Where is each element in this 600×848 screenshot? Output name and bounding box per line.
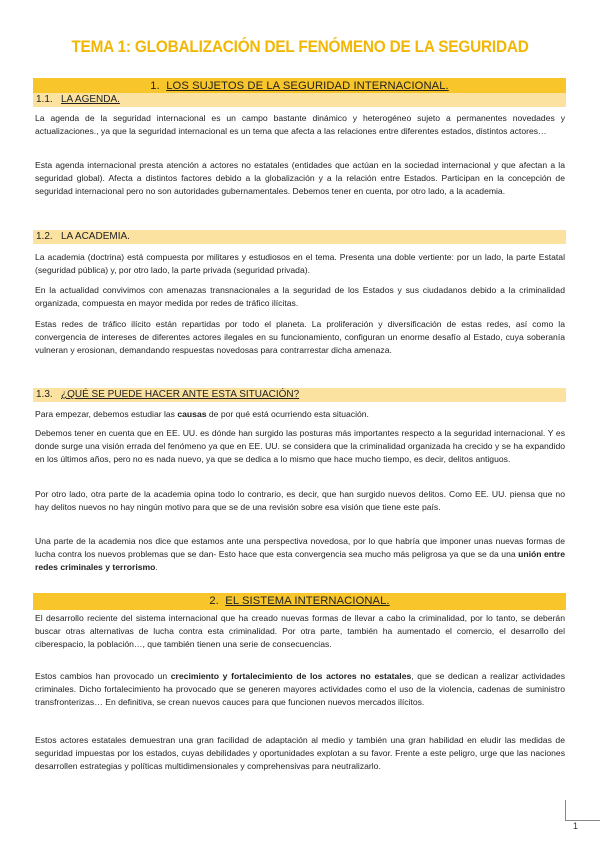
subsection-1-2-heading	[33, 230, 566, 244]
paragraph: La academia (doctrina) está compuesta por militares y estudiosos en el tema. Presenta una doble vertiente: por un lado, la parte Estatal (seguridad pública) y, por otro lado, la parte privada (seguridad privada).	[35, 252, 565, 275]
paragraph	[35, 670, 565, 709]
paragraph: Estas redes de tráfico ilícito están repartidas por todo el planeta. La proliferación y diversificación de estas redes, así como la convergencia de intereses de diferentes actores ilegales en su funcionamiento, configuran un enorme desafío al Estado, cuya soberanía vulneran y erosionan, demandando respuestas novedosas para contrarrestar dicha amenaza.	[35, 319, 565, 355]
paragraph: Estos actores estatales demuestran una gran facilidad de adaptación al medio y también una gran habilidad en eludir las medidas de seguridad impuestas por los estados, cuyas debilidades y oportunidades explotan a su favor. Frente a este peligro, urge que las naciones desarrollen estrategias y políticas multidimensionales y comprehensivas para neutralizarlo.	[35, 735, 565, 771]
paragraph: La agenda de la seguridad internacional es un campo bastante dinámico y heterogéneo sujeto a permanentes novedades y actualizaciones., ya que la seguridad internacional es un tema que afecta a las relaciones entre diferentes estados, distintos actores…	[35, 113, 565, 136]
subsection-1-3-number: 1.3.	[36, 389, 53, 400]
section-1-title: LOS SUJETOS DE LA SEGURIDAD INTERNACIONAL.	[166, 80, 449, 92]
paragraph: El desarrollo reciente del sistema internacional que ha creado nuevas formas de llevar a cabo la criminalidad, por lo tanto, se deberán buscar otras alternativas de lucha contra esta criminalidad. Por otra parte, también ha aumentado el comercio, el desarrollo del ciberespacio, la población…, que también tienen una serie de consecuencias.	[35, 613, 565, 649]
subsection-1-2-number: 1.2.	[36, 231, 53, 242]
page-number: 1	[572, 821, 578, 831]
text-run: Para empezar, debemos estudiar las	[35, 409, 178, 419]
subsection-1-3-title: ¿QUÉ SE PUEDE HACER ANTE ESTA SITUACIÓN?	[61, 389, 300, 400]
section-2-title: EL SISTEMA INTERNACIONAL.	[225, 595, 390, 607]
text-run: Estos cambios han provocado un	[35, 671, 171, 681]
footer-divider	[565, 820, 600, 821]
section-1-number: 1.	[150, 80, 160, 92]
document-title: TEMA 1: GLOBALIZACIÓN DEL FENÓMENO DE LA SEGURIDAD	[71, 38, 529, 56]
text-run: , que se dedican a realizar actividades criminales. Dicho fortalecimiento ha provocado que se generen mayores actividades como el uso de la violencia, cadenas de suministro transfronterizas… En definitiva, se crean nuevos cauces para que funcionen nuevos mercados ilícitos.	[35, 671, 565, 707]
subsection-1-3-heading	[33, 388, 566, 402]
text-run: de por qué está ocurriendo esta situación.	[206, 409, 369, 419]
paragraph: Debemos tener en cuenta que en EE. UU. es dónde han surgido las posturas más importantes respecto a la seguridad internacional. Y es donde surge una visión errada del fenómeno ya que en EE. UU. se considera que la criminalidad organizada ha crecido y se ha expandido en los últimos años, pero no es nada nuevo, ya que se dedica a lo mismo que hace mucho tiempo, es decir, delitos antiguos.	[35, 428, 565, 464]
text-run: .	[155, 562, 158, 572]
paragraph: Esta agenda internacional presta atención a actores no estatales (entidades que actúan en la sociedad internacional y que afectan a la seguridad global). Afecta a distintos factores debido a la globalización y a la relación entre Estados. Participan en la concepción de seguridad internacional pero no son autoridades gubernamentales. Debemos tener en cuenta, por otro lado, a la academia.	[35, 160, 565, 196]
section-2-heading	[33, 593, 566, 610]
text-run: Una parte de la academia nos dice que estamos ante una perspectiva novedosa, por lo que habría que imponer unas nuevas formas de lucha contra los nuevos problemas que se dan- Esto hace que esta convergencia sea mucho más peligrosa ya que se da una	[35, 536, 565, 559]
subsection-1-1-heading	[33, 93, 566, 107]
paragraph: Por otro lado, otra parte de la academia opina todo lo contrario, es decir, que han surgido nuevos delitos. Como EE. UU. piensa que no hay delitos nuevos no hay ningún motivo para que se de una revisión sobre esa visión que tiene este país.	[35, 489, 565, 512]
bold-text: unión entre redes criminales y terrorismo	[35, 549, 565, 572]
subsection-1-2-title: LA ACADEMIA.	[61, 231, 130, 242]
paragraph	[35, 408, 565, 421]
bold-text: crecimiento y fortalecimiento de los actores no estatales	[170, 671, 412, 681]
footer-divider	[565, 800, 566, 820]
paragraph	[35, 535, 565, 574]
paragraph: En la actualidad convivimos con amenazas transnacionales a la seguridad de los Estados y sus ciudadanos debido a la criminalidad organizada, compuesta en mayor medida por redes de tráfico ilícitas.	[35, 285, 565, 308]
section-2-number: 2.	[209, 595, 219, 607]
subsection-1-1-number: 1.1.	[36, 94, 53, 105]
subsection-1-1-title: LA AGENDA.	[61, 94, 120, 105]
bold-text: causas	[177, 409, 207, 419]
